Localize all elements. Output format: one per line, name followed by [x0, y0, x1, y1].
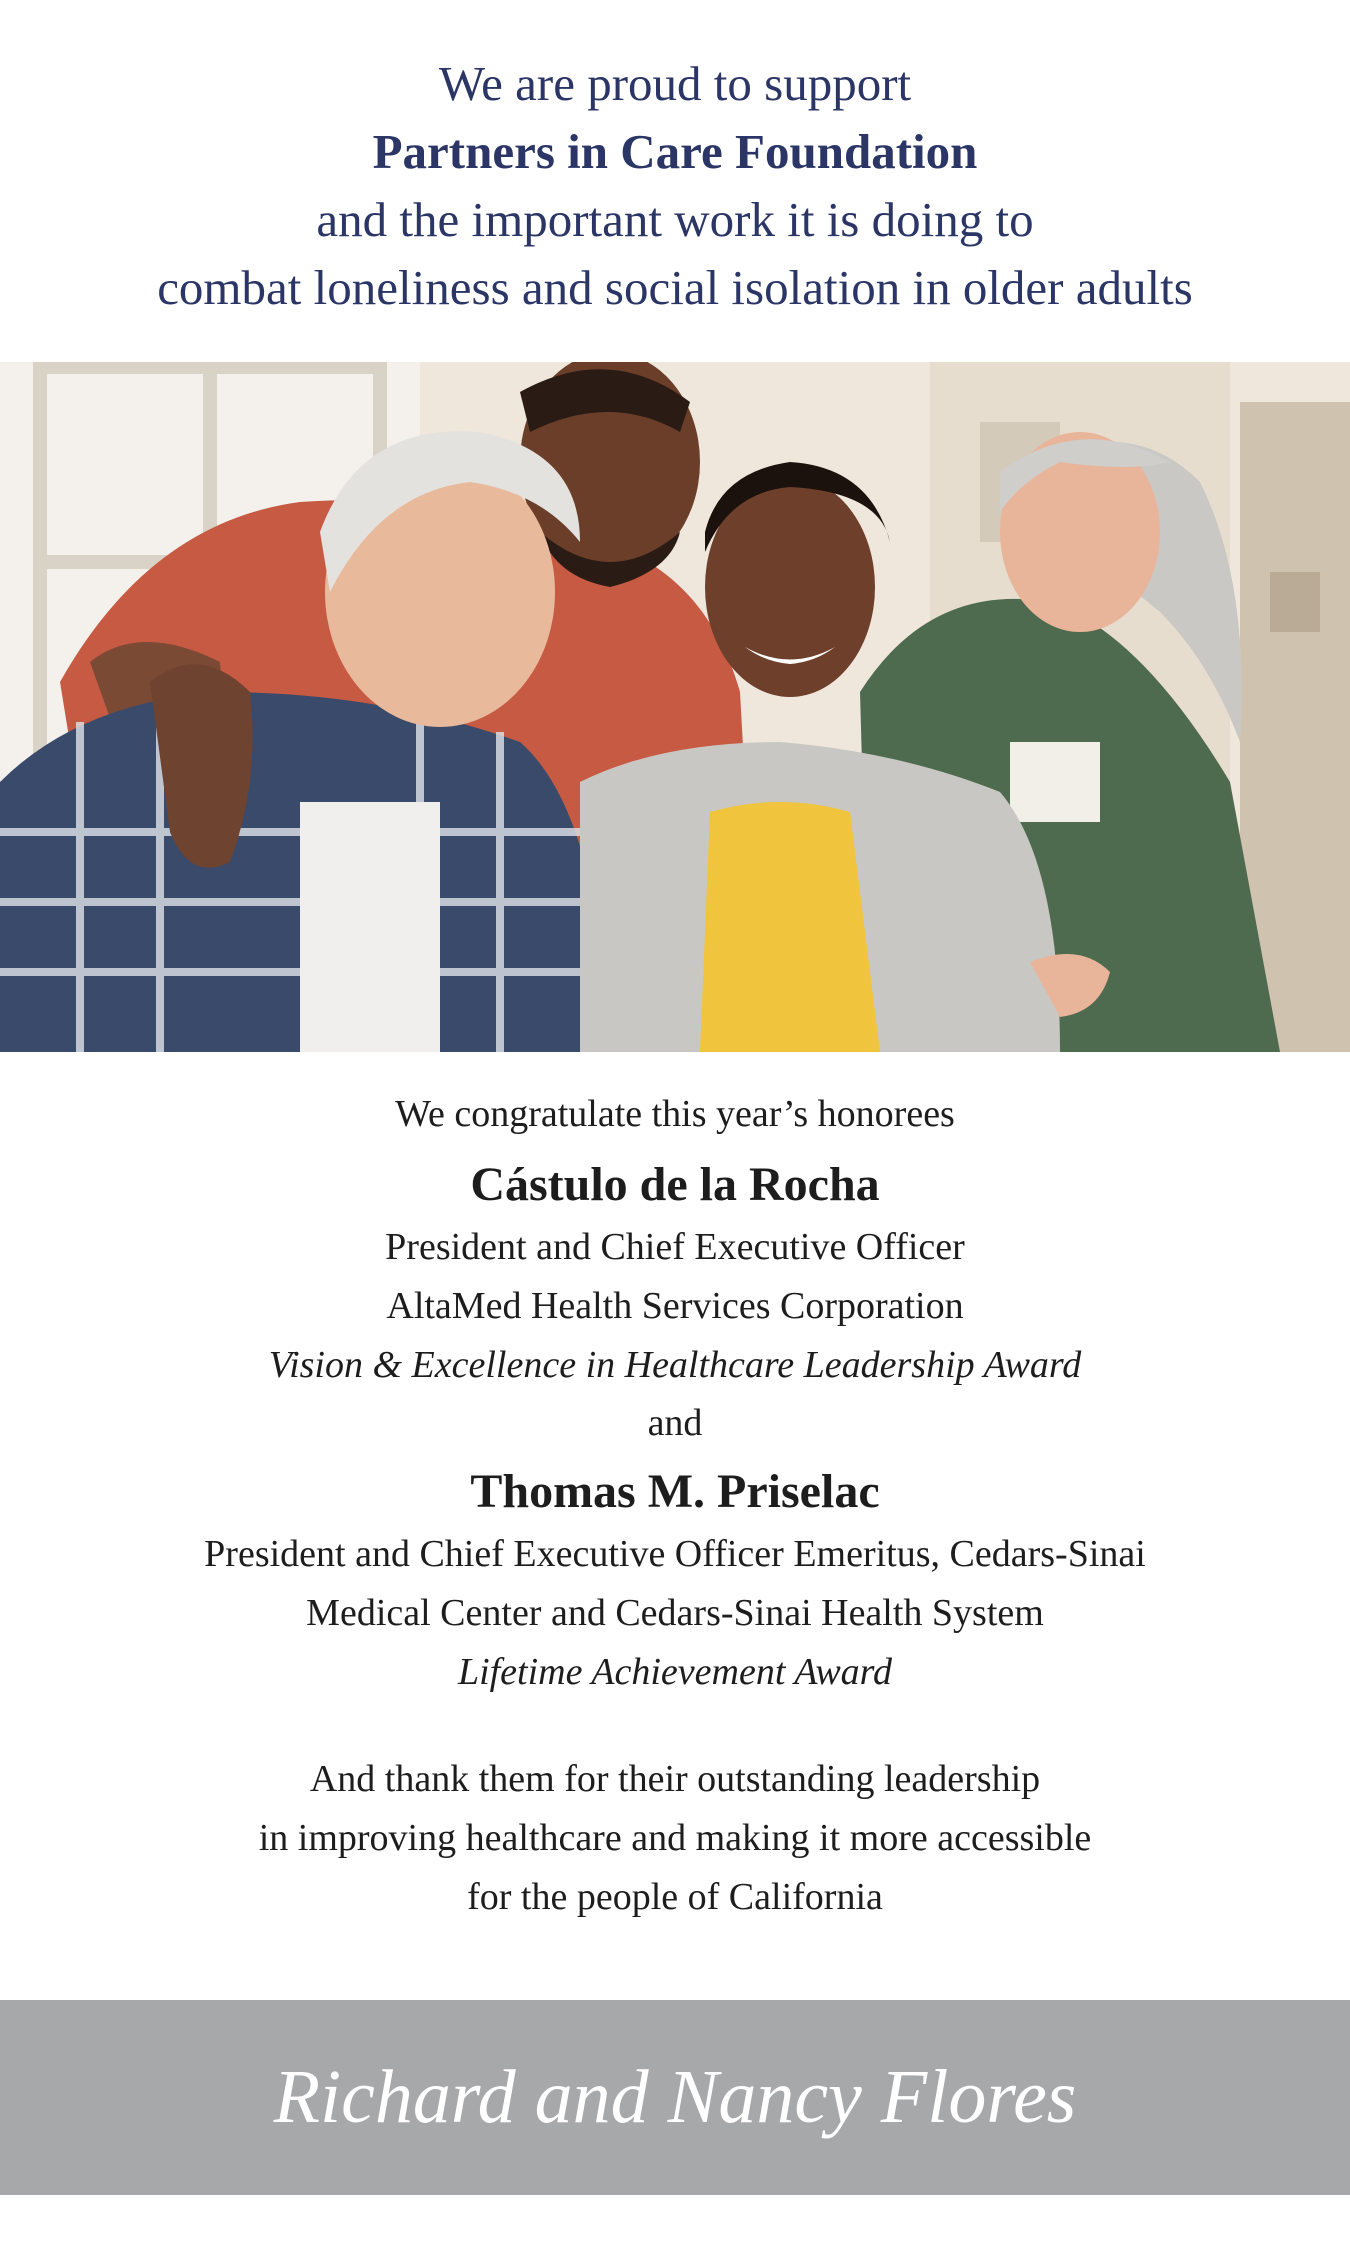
and-connector: and [647, 1402, 703, 1444]
thanks-line-1: And thank them for their outstanding leadership [309, 1758, 1041, 1800]
honoree-1-award: Vision & Excellence in Healthcare Leadership Award [268, 1344, 1082, 1386]
congratulate-text: We congratulate this year’s honorees [395, 1093, 955, 1135]
header-block [0, 50, 1350, 322]
honoree-1-name: Cástulo de la Rocha [470, 1158, 880, 1211]
thanks-line-2: in improving healthcare and making it more accessible [258, 1817, 1092, 1859]
signature-band [0, 2000, 1350, 2195]
honoree-1-title: President and Chief Executive Officer [385, 1226, 965, 1268]
foundation-name: Partners in Care Foundation [372, 124, 978, 179]
honoree-1-org: AltaMed Health Services Corporation [386, 1285, 964, 1327]
signature-text: Richard and Nancy Flores [273, 2055, 1077, 2139]
group-photo [0, 362, 1350, 1052]
honoree-2-name: Thomas M. Priselac [470, 1465, 880, 1518]
honoree-2-award: Lifetime Achievement Award [457, 1651, 893, 1693]
header-line-4: combat loneliness and social isolation in older adults [157, 260, 1193, 315]
spacer [0, 1702, 1350, 1750]
header-line-1: We are proud to support [438, 56, 912, 111]
honorees-block [0, 1085, 1350, 1927]
honoree-2-title-line-1: President and Chief Executive Officer Emeritus, Cedars-Sinai [204, 1533, 1146, 1575]
header-line-3: and the important work it is doing to [316, 192, 1034, 247]
honoree-2-title-line-2: Medical Center and Cedars-Sinai Health System [306, 1592, 1044, 1634]
group-photo-illustration [0, 362, 1350, 1052]
thanks-line-3: for the people of California [467, 1876, 883, 1918]
